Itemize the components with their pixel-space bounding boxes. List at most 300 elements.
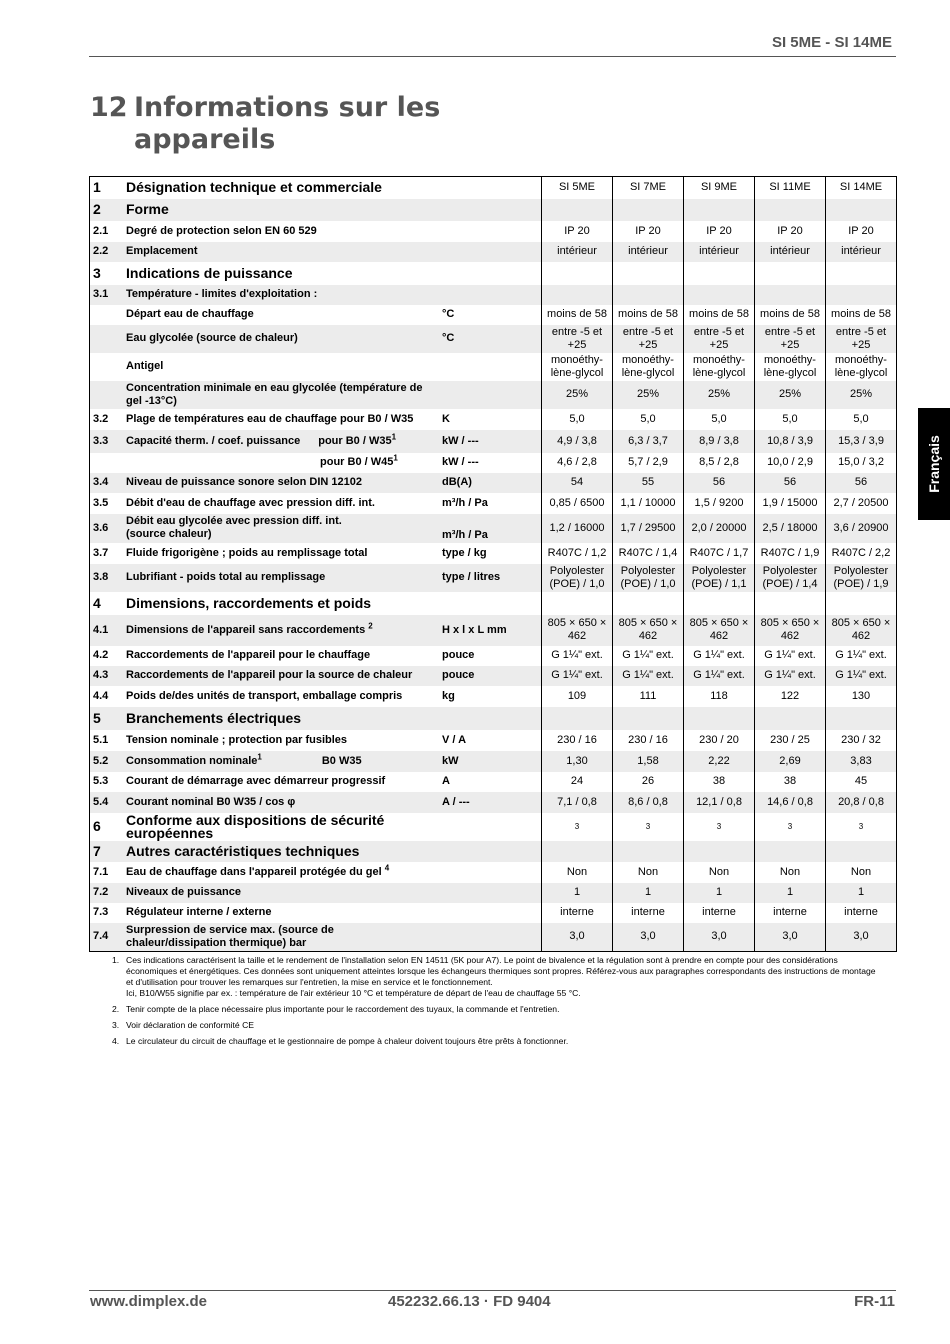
- row-label-text: Antigel: [126, 360, 164, 372]
- cell-value: intérieur: [755, 242, 826, 262]
- cell-value: interne: [613, 903, 684, 923]
- cell-value: [826, 813, 897, 841]
- cell-value: [684, 707, 755, 730]
- cell-value: 1: [684, 883, 755, 903]
- table-row: [90, 592, 897, 615]
- cell-value: 230 / 20: [684, 730, 755, 751]
- cell-value: 130: [826, 686, 897, 707]
- cell-value: moins de 58: [684, 305, 755, 325]
- row-label-text: Branchements électriques: [126, 709, 302, 726]
- cell-value: 6,3 / 3,7: [613, 430, 684, 453]
- row-label: [123, 792, 439, 813]
- row-label: [123, 841, 439, 862]
- cell-value: entre -5 et +25: [613, 325, 684, 353]
- row-unit: kW / ---: [442, 456, 479, 468]
- cell-value: [684, 262, 755, 285]
- row-number: 2.1: [93, 224, 109, 237]
- footnote-ref: 3: [858, 822, 864, 831]
- row-unit: dB(A): [439, 473, 542, 493]
- cell-value: SI 11ME: [755, 177, 826, 199]
- row-label-text: Lubrifiant - poids total au remplissage: [126, 571, 326, 583]
- cell-value: 109: [542, 686, 613, 707]
- cell-value: 55: [613, 473, 684, 493]
- row-label-text: Débit d'eau de chauffage avec pression diff. int.: [126, 496, 375, 509]
- footer-url: www.dimplex.de: [90, 1293, 207, 1310]
- cell-value: 805 × 650 × 462: [755, 615, 826, 646]
- footnote-ref: 1: [257, 751, 262, 761]
- cell-value: [613, 707, 684, 730]
- cell-value: R407C / 2,2: [826, 543, 897, 564]
- cell-value: 1: [613, 883, 684, 903]
- row-number: 5.3: [93, 775, 109, 787]
- cell-value: [542, 285, 613, 305]
- table-row: [90, 730, 897, 751]
- cell-value: monoéthy-lène-glycol: [542, 353, 613, 381]
- table-row: [90, 177, 897, 199]
- table-row: [90, 615, 897, 646]
- cell-value: 3,0: [613, 923, 684, 952]
- row-label: [123, 199, 439, 221]
- cell-value: 45: [826, 772, 897, 792]
- cell-value: [755, 813, 826, 841]
- row-label-text: Courant nominal B0 W35 / cos φ: [126, 795, 296, 808]
- row-number: 3.3: [90, 430, 124, 453]
- row-label: [123, 493, 439, 514]
- cell-value: 1,58: [613, 751, 684, 772]
- cell-value: R407C / 1,2: [542, 543, 613, 564]
- cell-value: 118: [684, 686, 755, 707]
- row-label: [123, 666, 439, 686]
- row-label: [123, 285, 439, 305]
- table-row: [90, 514, 897, 543]
- row-label-text: Capacité therm. / coef. puissance: [126, 434, 301, 447]
- cell-value: Polyolester (POE) / 1,4: [755, 564, 826, 592]
- row-label: [123, 813, 439, 841]
- cell-value: intérieur: [826, 242, 897, 262]
- cell-value: G 1¼" ext.: [684, 646, 755, 666]
- row-unit: kW: [439, 751, 542, 772]
- row-unit: pouce: [442, 649, 475, 661]
- cell-value: 15,0 / 3,2: [826, 453, 897, 473]
- cell-value: intérieur: [542, 242, 613, 262]
- footnotes: [112, 955, 882, 1052]
- row-label-text: Degré de protection selon EN 60 529: [126, 224, 317, 237]
- cell-value: 8,5 / 2,8: [684, 453, 755, 473]
- row-unit: A / ---: [439, 792, 542, 813]
- row-unit: pouce: [439, 666, 542, 686]
- cell-value: 230 / 16: [613, 730, 684, 751]
- page-title: [90, 92, 440, 156]
- row-number: 5.2: [90, 751, 124, 772]
- cell-value: moins de 58: [755, 305, 826, 325]
- cell-value: 4,6 / 2,8: [542, 453, 613, 473]
- row-number: [90, 381, 124, 409]
- row-label: [123, 262, 439, 285]
- row-label: [123, 903, 439, 923]
- cell-value: 0,85 / 6500: [542, 493, 613, 514]
- cell-value: [826, 592, 897, 615]
- row-number: 7.3: [93, 906, 109, 918]
- cell-value: [542, 707, 613, 730]
- footnote: [112, 1020, 882, 1031]
- cell-value: 56: [826, 473, 897, 493]
- row-unit: [439, 592, 542, 615]
- cell-value: [613, 285, 684, 305]
- row-label-text: Autres caractéristiques techniques: [126, 842, 360, 859]
- cell-value: 15,3 / 3,9: [826, 430, 897, 453]
- cell-value: 805 × 650 × 462: [826, 615, 897, 646]
- row-number: 2.2: [90, 242, 124, 262]
- footnote-ref: 4: [384, 862, 390, 872]
- cell-value: [684, 841, 755, 862]
- row-label-text: Débit eau glycolée avec pression diff. int.: [126, 515, 342, 527]
- cell-value: 12,1 / 0,8: [684, 792, 755, 813]
- cell-value: [542, 592, 613, 615]
- row-label-text: Indications de puissance: [126, 264, 293, 281]
- footnote: [112, 1004, 882, 1015]
- cell-value: 54: [542, 473, 613, 493]
- row-label: [123, 514, 439, 543]
- cell-value: interne: [826, 903, 897, 923]
- cell-value: 25%: [826, 381, 897, 409]
- table-row: [90, 883, 897, 903]
- footnote-number: 4.: [112, 1036, 120, 1046]
- cell-value: [684, 285, 755, 305]
- cell-value: IP 20: [684, 221, 755, 242]
- row-label-text: Eau de chauffage dans l'appareil protégée du gel: [126, 865, 382, 878]
- table-row: [90, 792, 897, 813]
- row-condition: B0 W35: [321, 754, 362, 767]
- cell-value: 2,5 / 18000: [755, 514, 826, 543]
- row-number: 5.1: [93, 733, 109, 746]
- cell-value: 1: [755, 883, 826, 903]
- row-label: [123, 381, 439, 409]
- table-row: [90, 221, 897, 242]
- row-label-text: Tension nominale ; protection par fusibles: [126, 733, 348, 746]
- cell-value: 25%: [684, 381, 755, 409]
- cell-value: [755, 841, 826, 862]
- language-tab: [918, 408, 950, 520]
- cell-value: SI 14ME: [826, 177, 897, 199]
- row-number: 4.2: [93, 649, 109, 661]
- row-unit: m³/h / Pa: [439, 514, 542, 543]
- cell-value: intérieur: [684, 242, 755, 262]
- table-row: [90, 353, 897, 381]
- cell-value: G 1¼" ext.: [826, 646, 897, 666]
- cell-value: 122: [755, 686, 826, 707]
- table-row: [90, 686, 897, 707]
- row-label: [123, 592, 439, 615]
- cell-value: [613, 592, 684, 615]
- cell-value: intérieur: [613, 242, 684, 262]
- row-label: [123, 686, 439, 707]
- row-label-text: Température - limites d'exploitation :: [126, 288, 318, 300]
- row-label-text: Niveaux de puissance: [126, 886, 241, 898]
- table-row: [90, 772, 897, 792]
- cell-value: [613, 199, 684, 221]
- row-unit: [439, 177, 542, 199]
- cell-value: 5,0: [613, 409, 684, 430]
- row-label: [123, 543, 439, 564]
- cell-value: 7,1 / 0,8: [542, 792, 613, 813]
- row-number: 7.4: [90, 923, 124, 952]
- row-unit: type / litres: [439, 564, 542, 592]
- table-row: [90, 285, 897, 305]
- row-unit: [439, 262, 542, 285]
- row-number: 3.1: [90, 285, 124, 305]
- cell-value: SI 5ME: [542, 177, 613, 199]
- header-model-range: SI 5ME - SI 14ME: [771, 34, 892, 51]
- cell-value: 1,5 / 9200: [684, 493, 755, 514]
- table-row: [90, 751, 897, 772]
- cell-value: 5,0: [826, 409, 897, 430]
- cell-value: [542, 841, 613, 862]
- footnote: [112, 955, 882, 999]
- cell-value: [755, 592, 826, 615]
- title-line2: appareils: [134, 124, 276, 155]
- cell-value: [684, 592, 755, 615]
- footnote: [112, 1036, 882, 1047]
- row-unit: [439, 285, 542, 305]
- cell-value: G 1¼" ext.: [755, 646, 826, 666]
- row-label: [123, 646, 439, 666]
- cell-value: 3,0: [684, 923, 755, 952]
- table-row: [90, 409, 897, 430]
- cell-value: 38: [684, 772, 755, 792]
- cell-value: moins de 58: [826, 305, 897, 325]
- row-unit: [439, 707, 542, 730]
- footnote-ref: 3: [645, 822, 651, 831]
- row-label: [123, 409, 439, 430]
- row-label-text: Surpression de service max. (source de chaleur/dissipation thermique) bar: [126, 923, 334, 949]
- language-tab-label: Français: [926, 435, 942, 493]
- row-number: 4.1: [90, 615, 124, 646]
- cell-value: 10,0 / 2,9: [755, 453, 826, 473]
- cell-value: entre -5 et +25: [826, 325, 897, 353]
- cell-value: [613, 262, 684, 285]
- cell-value: [826, 707, 897, 730]
- cell-value: 2,22: [684, 751, 755, 772]
- cell-value: [684, 199, 755, 221]
- row-number: 5: [90, 707, 124, 730]
- footnote-text: Voir déclaration de conformité CE: [126, 1020, 255, 1030]
- cell-value: [826, 199, 897, 221]
- table-row: [90, 646, 897, 666]
- row-label: [123, 430, 439, 453]
- row-number: 3.4: [90, 473, 124, 493]
- cell-value: [826, 262, 897, 285]
- cell-value: interne: [684, 903, 755, 923]
- cell-value: entre -5 et +25: [542, 325, 613, 353]
- table-row: [90, 841, 897, 862]
- row-label: [123, 883, 439, 903]
- row-unit: [439, 841, 542, 862]
- footnote-text: Tenir compte de la place nécessaire plus importante pour le raccordement des tuyaux, la commande et l'entretien.: [126, 1004, 560, 1014]
- row-unit: type / kg: [442, 546, 487, 559]
- row-condition: pour B0 / W45: [320, 456, 394, 468]
- footnote-ref: 3: [787, 822, 793, 831]
- row-unit: A: [442, 775, 450, 787]
- row-label: [123, 615, 439, 646]
- row-label: [123, 564, 439, 592]
- cell-value: 2,7 / 20500: [826, 493, 897, 514]
- table-row: [90, 199, 897, 221]
- row-label: [123, 751, 439, 772]
- row-label: [123, 177, 439, 199]
- cell-value: 10,8 / 3,9: [755, 430, 826, 453]
- table-row: [90, 305, 897, 325]
- cell-value: 230 / 32: [826, 730, 897, 751]
- row-label-text: Concentration minimale en eau glycolée (température de gel -13°C): [126, 381, 423, 407]
- row-unit: H x l x L mm: [439, 615, 542, 646]
- table-row: [90, 262, 897, 285]
- cell-value: [613, 813, 684, 841]
- cell-value: 1,7 / 29500: [613, 514, 684, 543]
- cell-value: 1,30: [542, 751, 613, 772]
- row-label: [123, 353, 439, 381]
- cell-value: 4,9 / 3,8: [542, 430, 613, 453]
- cell-value: monoéthy-lène-glycol: [684, 353, 755, 381]
- cell-value: Polyolester (POE) / 1,9: [826, 564, 897, 592]
- row-unit: [439, 381, 542, 409]
- row-label-text: Fluide frigorigène ; poids au remplissage total: [126, 546, 368, 559]
- row-unit: [439, 813, 542, 841]
- cell-value: [755, 707, 826, 730]
- footnote-ref: 3: [574, 822, 580, 831]
- cell-value: [755, 199, 826, 221]
- row-label-text: Conforme aux dispositions de sécurité européennes: [126, 811, 385, 841]
- footnote-ref: 2: [368, 620, 373, 630]
- cell-value: 1,2 / 16000: [542, 514, 613, 543]
- row-label: [123, 923, 439, 952]
- table-row: [90, 666, 897, 686]
- row-label-text: Plage de températures eau de chauffage pour B0 / W35: [126, 412, 414, 425]
- cell-value: Non: [755, 862, 826, 883]
- row-number: 3.6: [90, 514, 124, 543]
- table-row: [90, 564, 897, 592]
- cell-value: monoéthy-lène-glycol: [613, 353, 684, 381]
- row-label-text: Raccordements de l'appareil pour le chauffage: [126, 649, 371, 661]
- row-number: 4: [93, 594, 101, 611]
- row-number: 7.2: [90, 883, 124, 903]
- table-row: [90, 493, 897, 514]
- cell-value: SI 9ME: [684, 177, 755, 199]
- row-unit: [439, 242, 542, 262]
- cell-value: Polyolester (POE) / 1,1: [684, 564, 755, 592]
- table-row: [90, 923, 897, 952]
- cell-value: 25%: [542, 381, 613, 409]
- row-unit: °C: [442, 308, 455, 320]
- cell-value: [826, 285, 897, 305]
- row-number: 6: [93, 818, 101, 834]
- cell-value: IP 20: [542, 221, 613, 242]
- footnote-text-extra: Ici, B10/W55 signifie par ex. : température de l'air extérieur 10 °C et température de départ de l'eau de chauffage 55 °C.: [126, 988, 581, 998]
- cell-value: IP 20: [826, 221, 897, 242]
- cell-value: 24: [542, 772, 613, 792]
- cell-value: G 1¼" ext.: [613, 646, 684, 666]
- cell-value: G 1¼" ext.: [755, 666, 826, 686]
- cell-value: 3,0: [826, 923, 897, 952]
- cell-value: 5,7 / 2,9: [613, 453, 684, 473]
- row-label: [123, 305, 439, 325]
- cell-value: 2,0 / 20000: [684, 514, 755, 543]
- cell-value: 56: [755, 473, 826, 493]
- cell-value: 805 × 650 × 462: [542, 615, 613, 646]
- row-label: [123, 453, 439, 473]
- row-unit: K: [442, 412, 450, 425]
- row-label-text: Départ eau de chauffage: [126, 308, 254, 320]
- row-unit: m³/h / Pa: [442, 496, 488, 509]
- spec-table: [89, 176, 897, 952]
- cell-value: 25%: [613, 381, 684, 409]
- cell-value: 111: [613, 686, 684, 707]
- cell-value: IP 20: [755, 221, 826, 242]
- row-number: 4.3: [90, 666, 124, 686]
- row-number: [90, 325, 124, 353]
- row-unit: [439, 221, 542, 242]
- cell-value: 230 / 25: [755, 730, 826, 751]
- cell-value: Polyolester (POE) / 1,0: [613, 564, 684, 592]
- row-unit: [439, 883, 542, 903]
- row-label: [123, 221, 439, 242]
- cell-value: 20,8 / 0,8: [826, 792, 897, 813]
- row-unit: [439, 199, 542, 221]
- table-row: [90, 813, 897, 841]
- cell-value: 14,6 / 0,8: [755, 792, 826, 813]
- row-label: [123, 862, 439, 883]
- table-row: [90, 381, 897, 409]
- row-number: 3.7: [93, 546, 109, 559]
- header-rule: [89, 56, 896, 57]
- cell-value: 3,0: [542, 923, 613, 952]
- row-number: [90, 353, 124, 381]
- cell-value: Polyolester (POE) / 1,0: [542, 564, 613, 592]
- cell-value: SI 7ME: [613, 177, 684, 199]
- cell-value: 1,1 / 10000: [613, 493, 684, 514]
- row-unit: [439, 353, 542, 381]
- cell-value: 8,6 / 0,8: [613, 792, 684, 813]
- cell-value: 5,0: [684, 409, 755, 430]
- cell-value: G 1¼" ext.: [826, 666, 897, 686]
- footnote-number: 2.: [112, 1004, 120, 1014]
- row-number: 3: [93, 264, 101, 281]
- row-label: [123, 325, 439, 353]
- cell-value: Non: [542, 862, 613, 883]
- cell-value: interne: [755, 903, 826, 923]
- row-unit: kg: [442, 689, 455, 702]
- cell-value: interne: [542, 903, 613, 923]
- row-label-text: Poids de/des unités de transport, emballage compris: [126, 689, 403, 702]
- row-unit: kW / ---: [439, 430, 542, 453]
- cell-value: 1: [826, 883, 897, 903]
- cell-value: [755, 262, 826, 285]
- cell-value: 26: [613, 772, 684, 792]
- cell-value: G 1¼" ext.: [542, 646, 613, 666]
- cell-value: 1,9 / 15000: [755, 493, 826, 514]
- row-label-text: Raccordements de l'appareil pour la source de chaleur: [126, 669, 413, 681]
- footnote-number: 1.: [112, 955, 120, 965]
- cell-value: [613, 841, 684, 862]
- row-unit: [439, 862, 542, 883]
- footnote-number: 3.: [112, 1020, 120, 1030]
- table-row: [90, 430, 897, 453]
- cell-value: 3,83: [826, 751, 897, 772]
- row-number: [90, 305, 124, 325]
- cell-value: 8,9 / 3,8: [684, 430, 755, 453]
- footnote-ref: 1: [393, 453, 398, 463]
- footnote-ref: 3: [716, 822, 722, 831]
- row-label: [123, 473, 439, 493]
